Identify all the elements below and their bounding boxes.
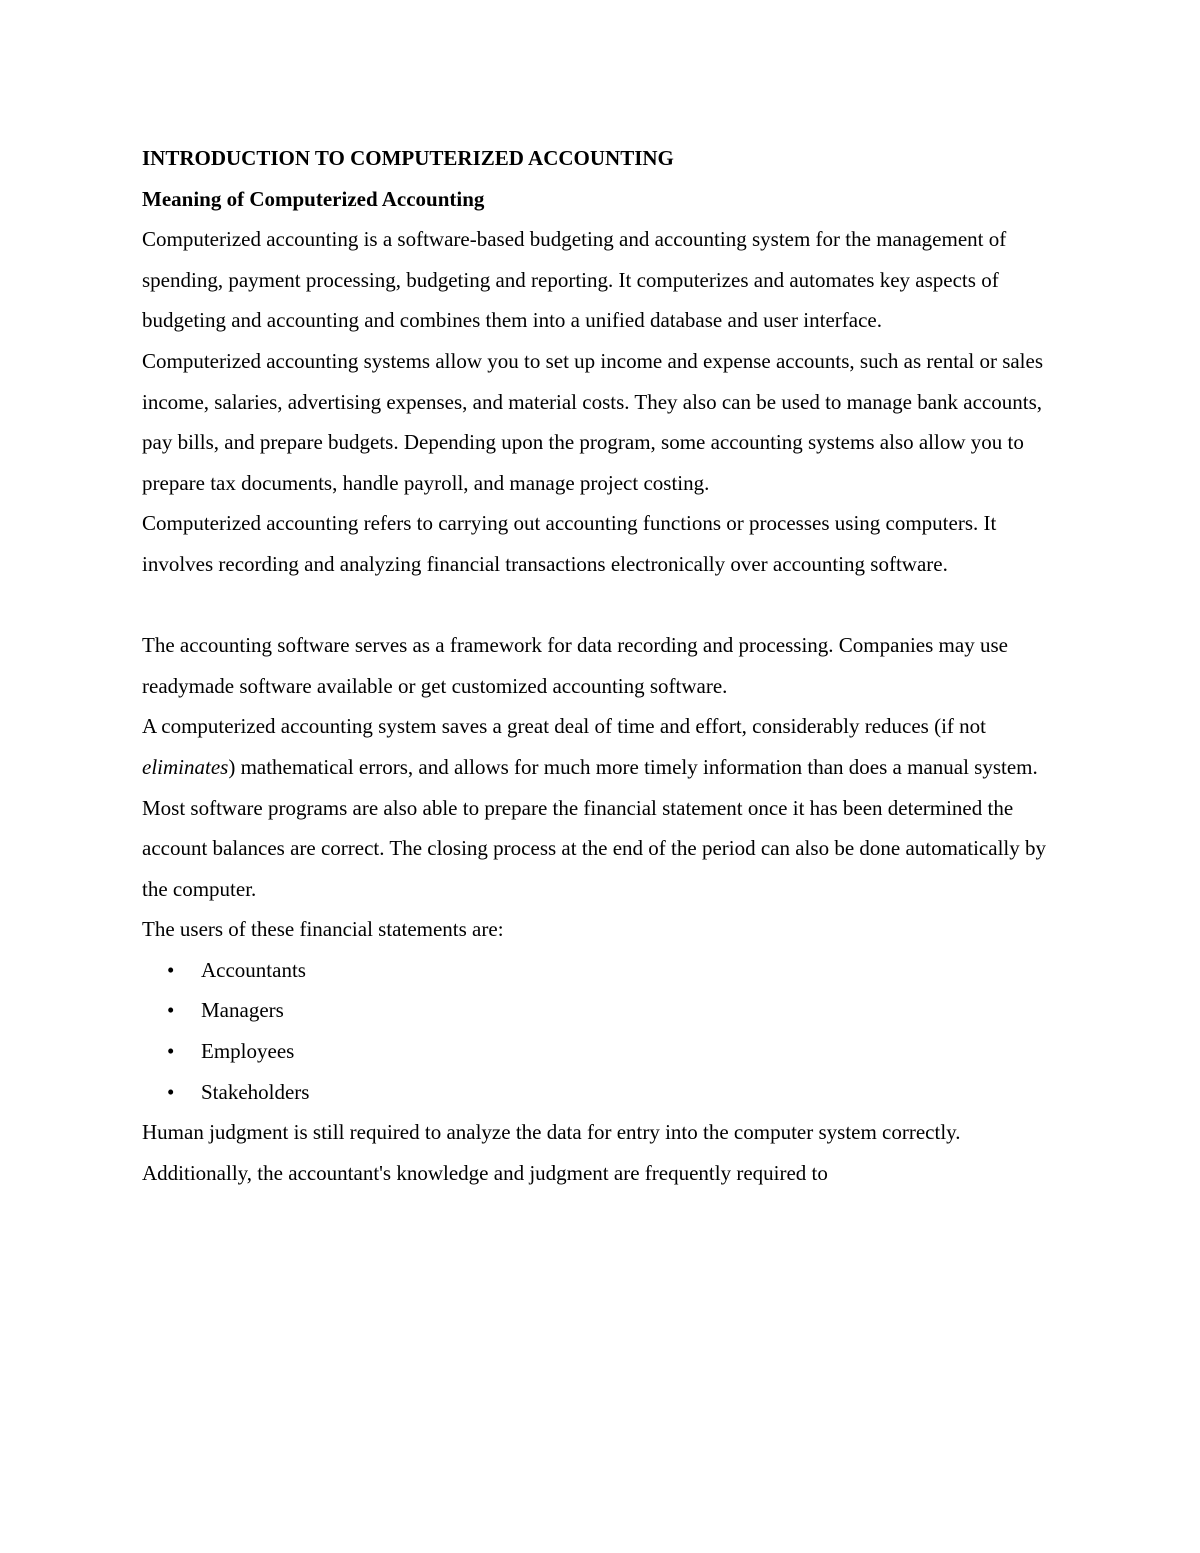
list-item: [142, 990, 1067, 1031]
paragraph-benefits-emphasis: eliminates: [142, 754, 229, 779]
bullet-icon: •: [167, 1039, 175, 1064]
paragraph-software: The accounting software serves as a framework for data recording and processing. Companies may use readymade software available or get customized accounting software.: [142, 633, 1008, 698]
section-heading: Meaning of Computerized Accounting: [142, 186, 485, 211]
document-page: [142, 138, 1067, 1193]
paragraph-judgment: Human judgment is still required to analyze the data for entry into the computer system correctly. Additionally, the accountant's knowledge and judgment are frequently required to: [142, 1120, 961, 1185]
paragraph-refers: Computerized accounting refers to carrying out accounting functions or processes using computers. It involves recording and analyzing financial transactions electronically over accounting software.: [142, 511, 997, 576]
list-item-label: Managers: [201, 998, 284, 1023]
document-title: INTRODUCTION TO COMPUTERIZED ACCOUNTING: [142, 146, 674, 170]
list-item: [142, 950, 1067, 991]
paragraph-users-intro: The users of these financial statements are:: [142, 917, 504, 942]
list-item: [142, 1072, 1067, 1113]
paragraph-benefits-part2: ) mathematical errors, and allows for much more timely information than does a manual system.: [228, 754, 1038, 779]
paragraph-benefits-part1: A computerized accounting system saves a great deal of time and effort, considerably reduces (if not: [142, 714, 986, 739]
bullet-icon: •: [167, 998, 175, 1023]
list-item-label: Accountants: [201, 957, 306, 982]
list-item-label: Employees: [201, 1039, 295, 1064]
list-item-label: Stakeholders: [201, 1079, 310, 1104]
bullet-icon: •: [167, 1079, 175, 1104]
paragraph-statements: Most software programs are also able to prepare the financial statement once it has been determined the account balances are correct. The closing process at the end of the period can also be done automatically by the computer.: [142, 795, 1046, 901]
bullet-icon: •: [167, 957, 175, 982]
paragraph-systems: Computerized accounting systems allow you to set up income and expense accounts, such as rental or sales income, salaries, advertising expenses, and material costs. They also can be used to manage bank accounts, pay bills, and prepare budgets. Depending upon the program, some accounting systems also allow you to prepare tax documents, handle payroll, and manage project costing.: [142, 348, 1044, 495]
users-list: [142, 950, 1067, 1112]
paragraph-definition: Computerized accounting is a software-based budgeting and accounting system for the management of spending, payment processing, budgeting and reporting. It computerizes and automates key aspects of budgeting and accounting and combines them into a unified database and user interface.: [142, 227, 1007, 333]
paragraph-benefits: [142, 706, 1067, 787]
list-item: [142, 1031, 1067, 1072]
blank-line: [142, 585, 1067, 626]
